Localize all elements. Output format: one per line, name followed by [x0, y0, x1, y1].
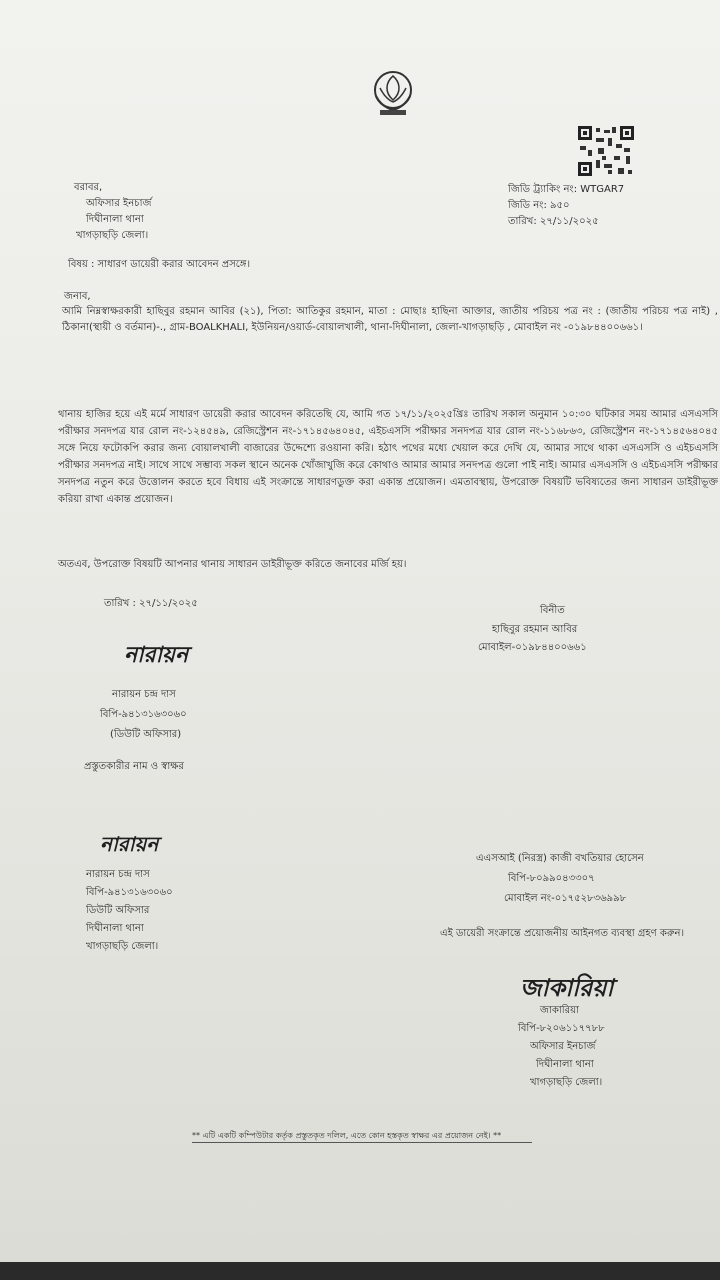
application-date: তারিখ : ২৭/১১/২০২৫: [104, 598, 198, 609]
gd-tracking-number: জিডি ট্র্যাকিং নং: WTGAR7: [508, 184, 625, 195]
duty-officer-role: ডিউটি অফিসার: [86, 905, 150, 916]
duty-officer-signature: নারায়ন: [100, 832, 159, 856]
subject-line: বিষয় : সাধারণ ডায়েরী করার আবেদন প্রসঙ্গে।: [68, 259, 251, 270]
oc-station: দিঘীনালা থানা: [536, 1059, 594, 1070]
intro-paragraph: আমি নিম্নস্বাক্ষরকারী হাছিবুর রহমান আবির (২১), পিতা: আতিকুর রহমান, মাতা : মোছাঃ হাছিনা আক্তার, জাতীয় পরিচয় পত্র নং : (জাতীয় পরিচয় পত্র নাই) , ঠিকানা(স্থায়ী ও বর্তমান)-., গ্রাম-BOALKHALI, ইউনিয়ন/ওয়ার্ড-বোয়ালখালী, থানা-দিঘীনালা, জেলা-খাগড়াছড়ি , মোবাইল নং -০১৯৮৪৪০০৬৬১।: [62, 306, 718, 333]
photo-edge-shadow: [0, 1262, 720, 1280]
recipient-line-2: অফিসার ইনচার্জ: [86, 198, 152, 209]
applicant-vinit: বিনীত: [540, 605, 565, 616]
duty-officer-district: খাগড়াছড়ি জেলা।: [86, 941, 159, 952]
oc-district: খাগড়াছড়ি জেলা।: [530, 1077, 603, 1088]
oc-bp: বিপি-৮২০৬১১৭৭৮৮: [518, 1023, 605, 1034]
asi-mobile: মোবাইল নং-০১৭৫২৮৩৬৯৯৮: [504, 893, 627, 904]
recipient-line-3: দিঘীনালা থানা: [86, 214, 144, 225]
preparer-role: (ডিউটি অফিসার): [110, 729, 182, 740]
oc-role: অফিসার ইনচার্জ: [530, 1041, 596, 1052]
recipient-line-4: খাগড়াছড়ি জেলা।: [76, 230, 149, 241]
preparer-name: নারায়ন চন্দ্র দাস: [112, 689, 176, 700]
oc-name: জাকারিয়া: [540, 1005, 579, 1016]
applicant-mobile: মোবাইল-০১৯৮৪৪০০৬৬১: [478, 642, 587, 653]
police-emblem-icon: [366, 66, 420, 118]
salutation: জনাব,: [64, 291, 91, 302]
closing-line: অতএব, উপরোক্ত বিষয়টি আপনার থানায় সাধারন ডাইরীভূক্ত করিতে জনাবের মর্জি হয়।: [58, 559, 407, 570]
qr-code-icon: [578, 126, 634, 176]
preparer-signature: নারায়ন: [124, 642, 189, 668]
preparer-caption: প্রস্তুতকারীর নাম ও স্বাক্ষর: [84, 761, 184, 772]
duty-officer-station: দিঘীনালা থানা: [86, 923, 144, 934]
duty-officer-name: নারায়ন চন্দ্র দাস: [86, 869, 150, 880]
recipient-line-1: বরাবর,: [74, 182, 103, 193]
asi-bp: বিপি-৮০৯৯০৪৩৩০৭: [508, 873, 595, 884]
duty-officer-bp: বিপি-৯৪১৩১৬৩০৬০: [86, 887, 173, 898]
instruction-text: এই ডায়েরী সংক্রান্তে প্রয়োজনীয় আইনগত ব্যবস্থা গ্রহণ করুন।: [440, 928, 685, 939]
computer-generated-note: ** এটি একটি কম্পিউটার কর্তৃক প্রস্তুতকৃত দলিল, এতে কোন হস্তকৃত স্বাক্ষর এর প্রয়োজন নেই। **: [192, 1130, 532, 1143]
gd-number: জিডি নং: ৯৫০: [508, 200, 570, 211]
applicant-name: হাছিবুর রহমান আবির: [492, 624, 578, 635]
asi-name: এএসআই (নিরস্ত্র) কাজী বখতিয়ার হোসেন: [476, 853, 644, 864]
body-paragraph: থানায় হাজির হয়ে এই মর্মে সাধারণ ডায়েরী করার আবেদন করিতেছি যে, আমি গত ১৭/১১/২০২৫খ্রিঃ তারিখ সকাল অনুমান ১০:৩০ ঘটিকার সময় আমার এসএসসি পরীক্ষার সনদপত্র যার রোল নং-১২৪৫৪৯, রেজিস্ট্রেশন নং-১৭১৪৫৬৪০৪৫, এইচএসসি পরীক্ষার সনদপত্র যার রোল নং-১১৬৮৬৩, রেজিস্ট্রেশন নং-১৭১৪৫৬৪০৪৫ সঙ্গে নিয়ে ফটোকপি করার জন্য বোয়ালখালী বাজারের উদ্দেশ্যে রওয়ানা করি। হঠাৎ পথের মধ্যে খেয়াল করে দেখি যে, আমার সাথে থাকা এসএসসি ও এইচএসসি পরীক্ষার সনদপত্র নাই। সাথে সাথে সম্ভাব্য সকল স্থানে অনেক খোঁজাখুজি করে কোথাও আমার আমার সনদপত্র গুলো পাই নাই। আমার এসএসসি ও এইচএসসি পরীক্ষার সনদপত্র নতুন করে উত্তোলন করতে হবে বিধায় এই সংক্রান্তে সাধারণডুক্ত করা একান্ত প্রয়োজন। এমতাবস্থায়, উপরোক্ত বিষয়টি ভবিষ্যতের জন্য সাধারন ডাইরীভূক্ত করিয়া রাখা একান্ত প্রয়োজন।: [58, 409, 718, 505]
gd-date: তারিখ: ২৭/১১/২০২৫: [508, 216, 599, 227]
preparer-bp: বিপি-৯৪১৩১৬৩০৬০: [100, 709, 187, 720]
oc-signature: জাকারিয়া: [520, 973, 614, 1002]
